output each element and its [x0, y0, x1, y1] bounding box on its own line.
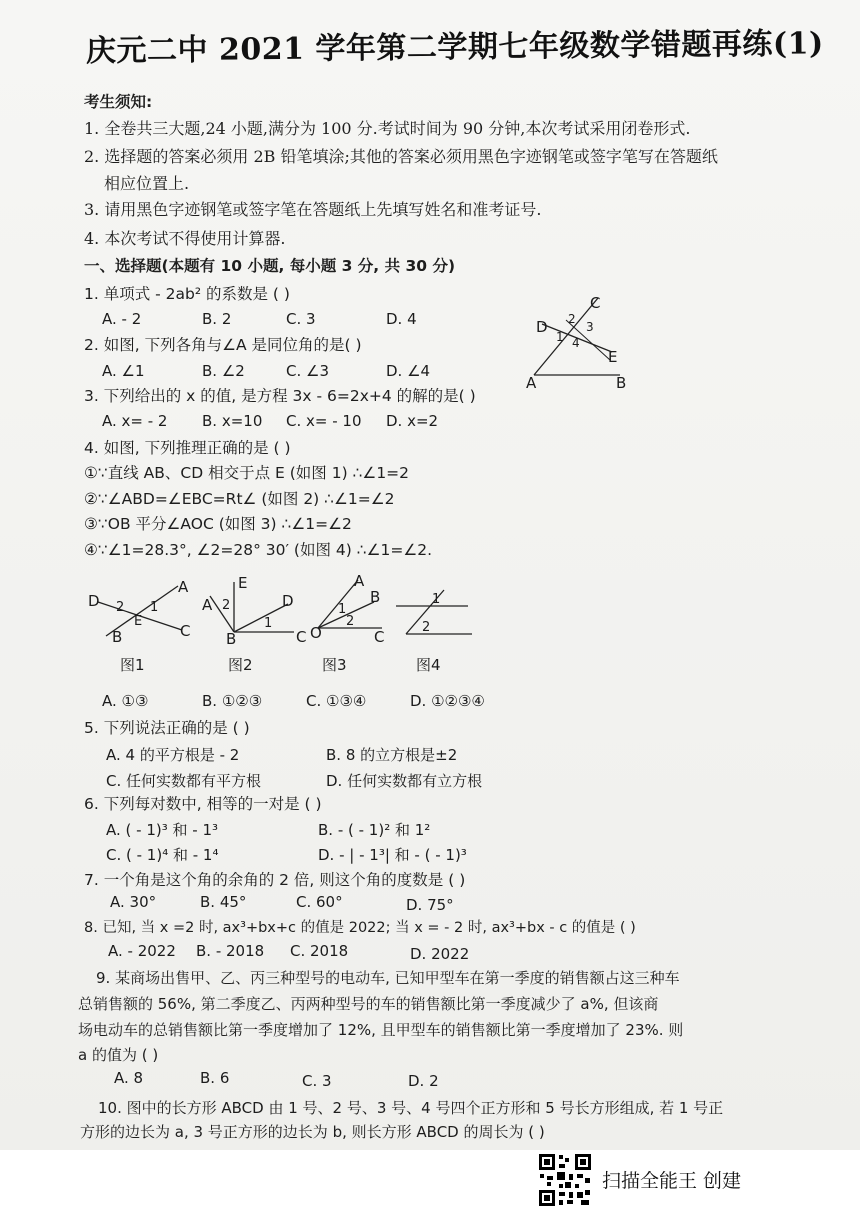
option-d: D. ①②③④ [410, 692, 485, 710]
option-d: D. x=2 [386, 412, 439, 430]
option-d: D. - | - 1³| 和 - ( - 1)³ [318, 846, 467, 864]
question-stem: 5. 下列说法正确的是 ( ) [84, 719, 250, 737]
figure-label: E [608, 348, 618, 366]
question-stem: 10. 图中的长方形 ABCD 由 1 号、2 号、3 号、4 号四个正方形和 5 号长方形组成, 若 1 号正 [98, 1099, 724, 1117]
option-b: B. ①②③ [202, 692, 263, 710]
figure-label: B [112, 628, 123, 646]
figure-caption: 图4 [416, 656, 441, 674]
q2-figure [520, 290, 650, 395]
option-a: A. - 2022 [108, 942, 176, 960]
figure-label: D [282, 592, 294, 610]
figure-label: B [616, 374, 627, 392]
figure-label: A [178, 578, 189, 596]
figure-label: 1 [432, 592, 441, 607]
option-c: C. 任何实数都有平方根 [106, 772, 262, 790]
figure-label: A [354, 572, 365, 590]
figure-label: C [590, 294, 601, 312]
option-d: D. 2022 [410, 945, 470, 963]
question-stem: 9. 某商场出售甲、乙、丙三种型号的电动车, 已知甲型车在第一季度的销售额占这三种车 [96, 969, 680, 987]
figure-label: 1 [556, 330, 564, 344]
option-a: A. x= - 2 [102, 412, 168, 430]
figure-label: D [536, 318, 548, 336]
option-a: A. ∠1 [102, 362, 145, 380]
option-b: B. 6 [200, 1069, 230, 1087]
option-a: A. 4 的平方根是 - 2 [106, 746, 240, 764]
option-b: B. 2 [202, 310, 232, 328]
question-stem: 场电动车的总销售额比第一季度增加了 12%, 且甲型车的销售额比第一季度增加了 23%. 则 [78, 1021, 684, 1039]
option-d: D. 75° [406, 896, 454, 914]
figure-label: 1 [264, 616, 273, 631]
figure-label: 3 [586, 320, 594, 334]
option-a: A. ( - 1)³ 和 - 1³ [106, 821, 219, 839]
question-stem: 8. 已知, 当 x =2 时, ax³+bx+c 的值是 2022; 当 x = - 2 时, ax³+bx - c 的值是 ( ) [84, 920, 636, 936]
figure-label: C [180, 622, 191, 640]
option-b: B. ∠2 [202, 362, 245, 380]
figure-label: 1 [150, 600, 159, 615]
figure-label: D [88, 592, 100, 610]
option-c: C. x= - 10 [286, 412, 362, 430]
option-d: D. 任何实数都有立方根 [326, 772, 483, 790]
option-a: A. ①③ [102, 692, 149, 710]
qr-code-icon [537, 1152, 593, 1208]
watermark-text: 扫描全能王 创建 [602, 1170, 742, 1192]
figure-label: 1 [338, 602, 347, 617]
figure-label: B [370, 588, 381, 606]
figure-label: E [134, 614, 143, 629]
option-b: B. - 2018 [196, 942, 265, 960]
option-c: C. 60° [296, 893, 343, 911]
question-stem: 6. 下列每对数中, 相等的一对是 ( ) [84, 795, 322, 813]
figure-label: 2 [346, 614, 355, 629]
question-stem: 2. 如图, 下列各角与∠A 是同位角的是( ) [84, 336, 362, 354]
option-c: C. 3 [286, 310, 316, 328]
notice-item: 2. 选择题的答案必须用 2B 铅笔填涂;其他的答案必须用黑色字迹钢笔或签字笔写在答题纸 [84, 147, 718, 166]
notice-item: 3. 请用黑色字迹钢笔或签字笔在答题纸上先填写姓名和准考证号. [84, 200, 542, 219]
option-c: C. ①③④ [306, 692, 367, 710]
notice-item: 1. 全卷共三大题,24 小题,满分为 100 分.考试时间为 90 分钟,本次考试采用闭卷形式. [84, 119, 691, 138]
figure-caption: 图2 [228, 656, 253, 674]
figure-label: 2 [222, 598, 231, 613]
figure-4 [392, 580, 482, 674]
figure-label: 2 [568, 312, 576, 326]
option-b: B. 45° [200, 893, 247, 911]
reasoning-line: ④∵∠1=28.3°, ∠2=28° 30′ (如图 4) ∴∠1=∠2. [84, 541, 433, 559]
q2-geometry-diagram [520, 290, 650, 395]
reasoning-line: ①∵直线 AB、CD 相交于点 E (如图 1) ∴∠1=2 [84, 464, 410, 482]
notice-heading: 考生须知: [84, 93, 153, 111]
question-stem: 3. 下列给出的 x 的值, 是方程 3x - 6=2x+4 的解的是( ) [84, 387, 476, 405]
figure-label: C [296, 628, 307, 646]
option-c: C. ∠3 [286, 362, 330, 380]
question-stem: 4. 如图, 下列推理正确的是 ( ) [84, 439, 291, 457]
option-b: B. 8 的立方根是±2 [326, 746, 458, 764]
option-d: D. 4 [386, 310, 417, 328]
reasoning-line: ③∵OB 平分∠AOC (如图 3) ∴∠1=∠2 [84, 515, 352, 533]
option-a: A. - 2 [102, 310, 142, 328]
fig4-lines [392, 580, 482, 644]
figure-label: 4 [572, 336, 580, 350]
figure-caption: 图1 [120, 656, 145, 674]
option-a: A. 30° [110, 893, 157, 911]
question-stem: 方形的边长为 a, 3 号正方形的边长为 b, 则长方形 ABCD 的周长为 ( ) [80, 1123, 545, 1141]
question-stem: 总销售额的 56%, 第二季度乙、丙两种型号的车的销售额比第一季度减少了 a%, 但该商 [78, 995, 659, 1013]
figure-caption: 图3 [322, 656, 347, 674]
notice-item: 相应位置上. [104, 174, 190, 193]
figure-label: 2 [422, 620, 431, 635]
option-a: A. 8 [114, 1069, 144, 1087]
page-title: 庆元二中 2021 学年第二学期七年级数学错题再练(1) [85, 26, 824, 69]
option-d: D. ∠4 [386, 362, 431, 380]
figure-label: 2 [116, 600, 125, 615]
figure-1 [86, 578, 196, 674]
question-stem: a 的值为 ( ) [78, 1046, 159, 1064]
notice-item: 4. 本次考试不得使用计算器. [84, 229, 286, 248]
option-b: B. - ( - 1)² 和 1² [318, 821, 431, 839]
option-c: C. 2018 [290, 942, 349, 960]
option-b: B. x=10 [202, 412, 263, 430]
reasoning-line: ②∵∠ABD=∠EBC=Rt∠ (如图 2) ∴∠1=∠2 [84, 490, 395, 508]
section-heading: 一、选择题(本题有 10 小题, 每小题 3 分, 共 30 分) [84, 257, 456, 275]
figure-label: A [526, 374, 537, 392]
option-c: C. 3 [302, 1072, 332, 1090]
figure-label: O [310, 624, 322, 642]
question-stem: 1. 单项式 - 2ab² 的系数是 ( ) [84, 285, 290, 303]
question-stem: 7. 一个角是这个角的余角的 2 倍, 则这个角的度数是 ( ) [84, 871, 466, 889]
option-c: C. ( - 1)⁴ 和 - 1⁴ [106, 846, 219, 864]
figure-label: E [238, 574, 248, 592]
figure-2 [200, 574, 310, 674]
option-d: D. 2 [408, 1072, 439, 1090]
figure-label: A [202, 596, 213, 614]
figure-label: B [226, 630, 237, 648]
figure-label: C [374, 628, 385, 646]
